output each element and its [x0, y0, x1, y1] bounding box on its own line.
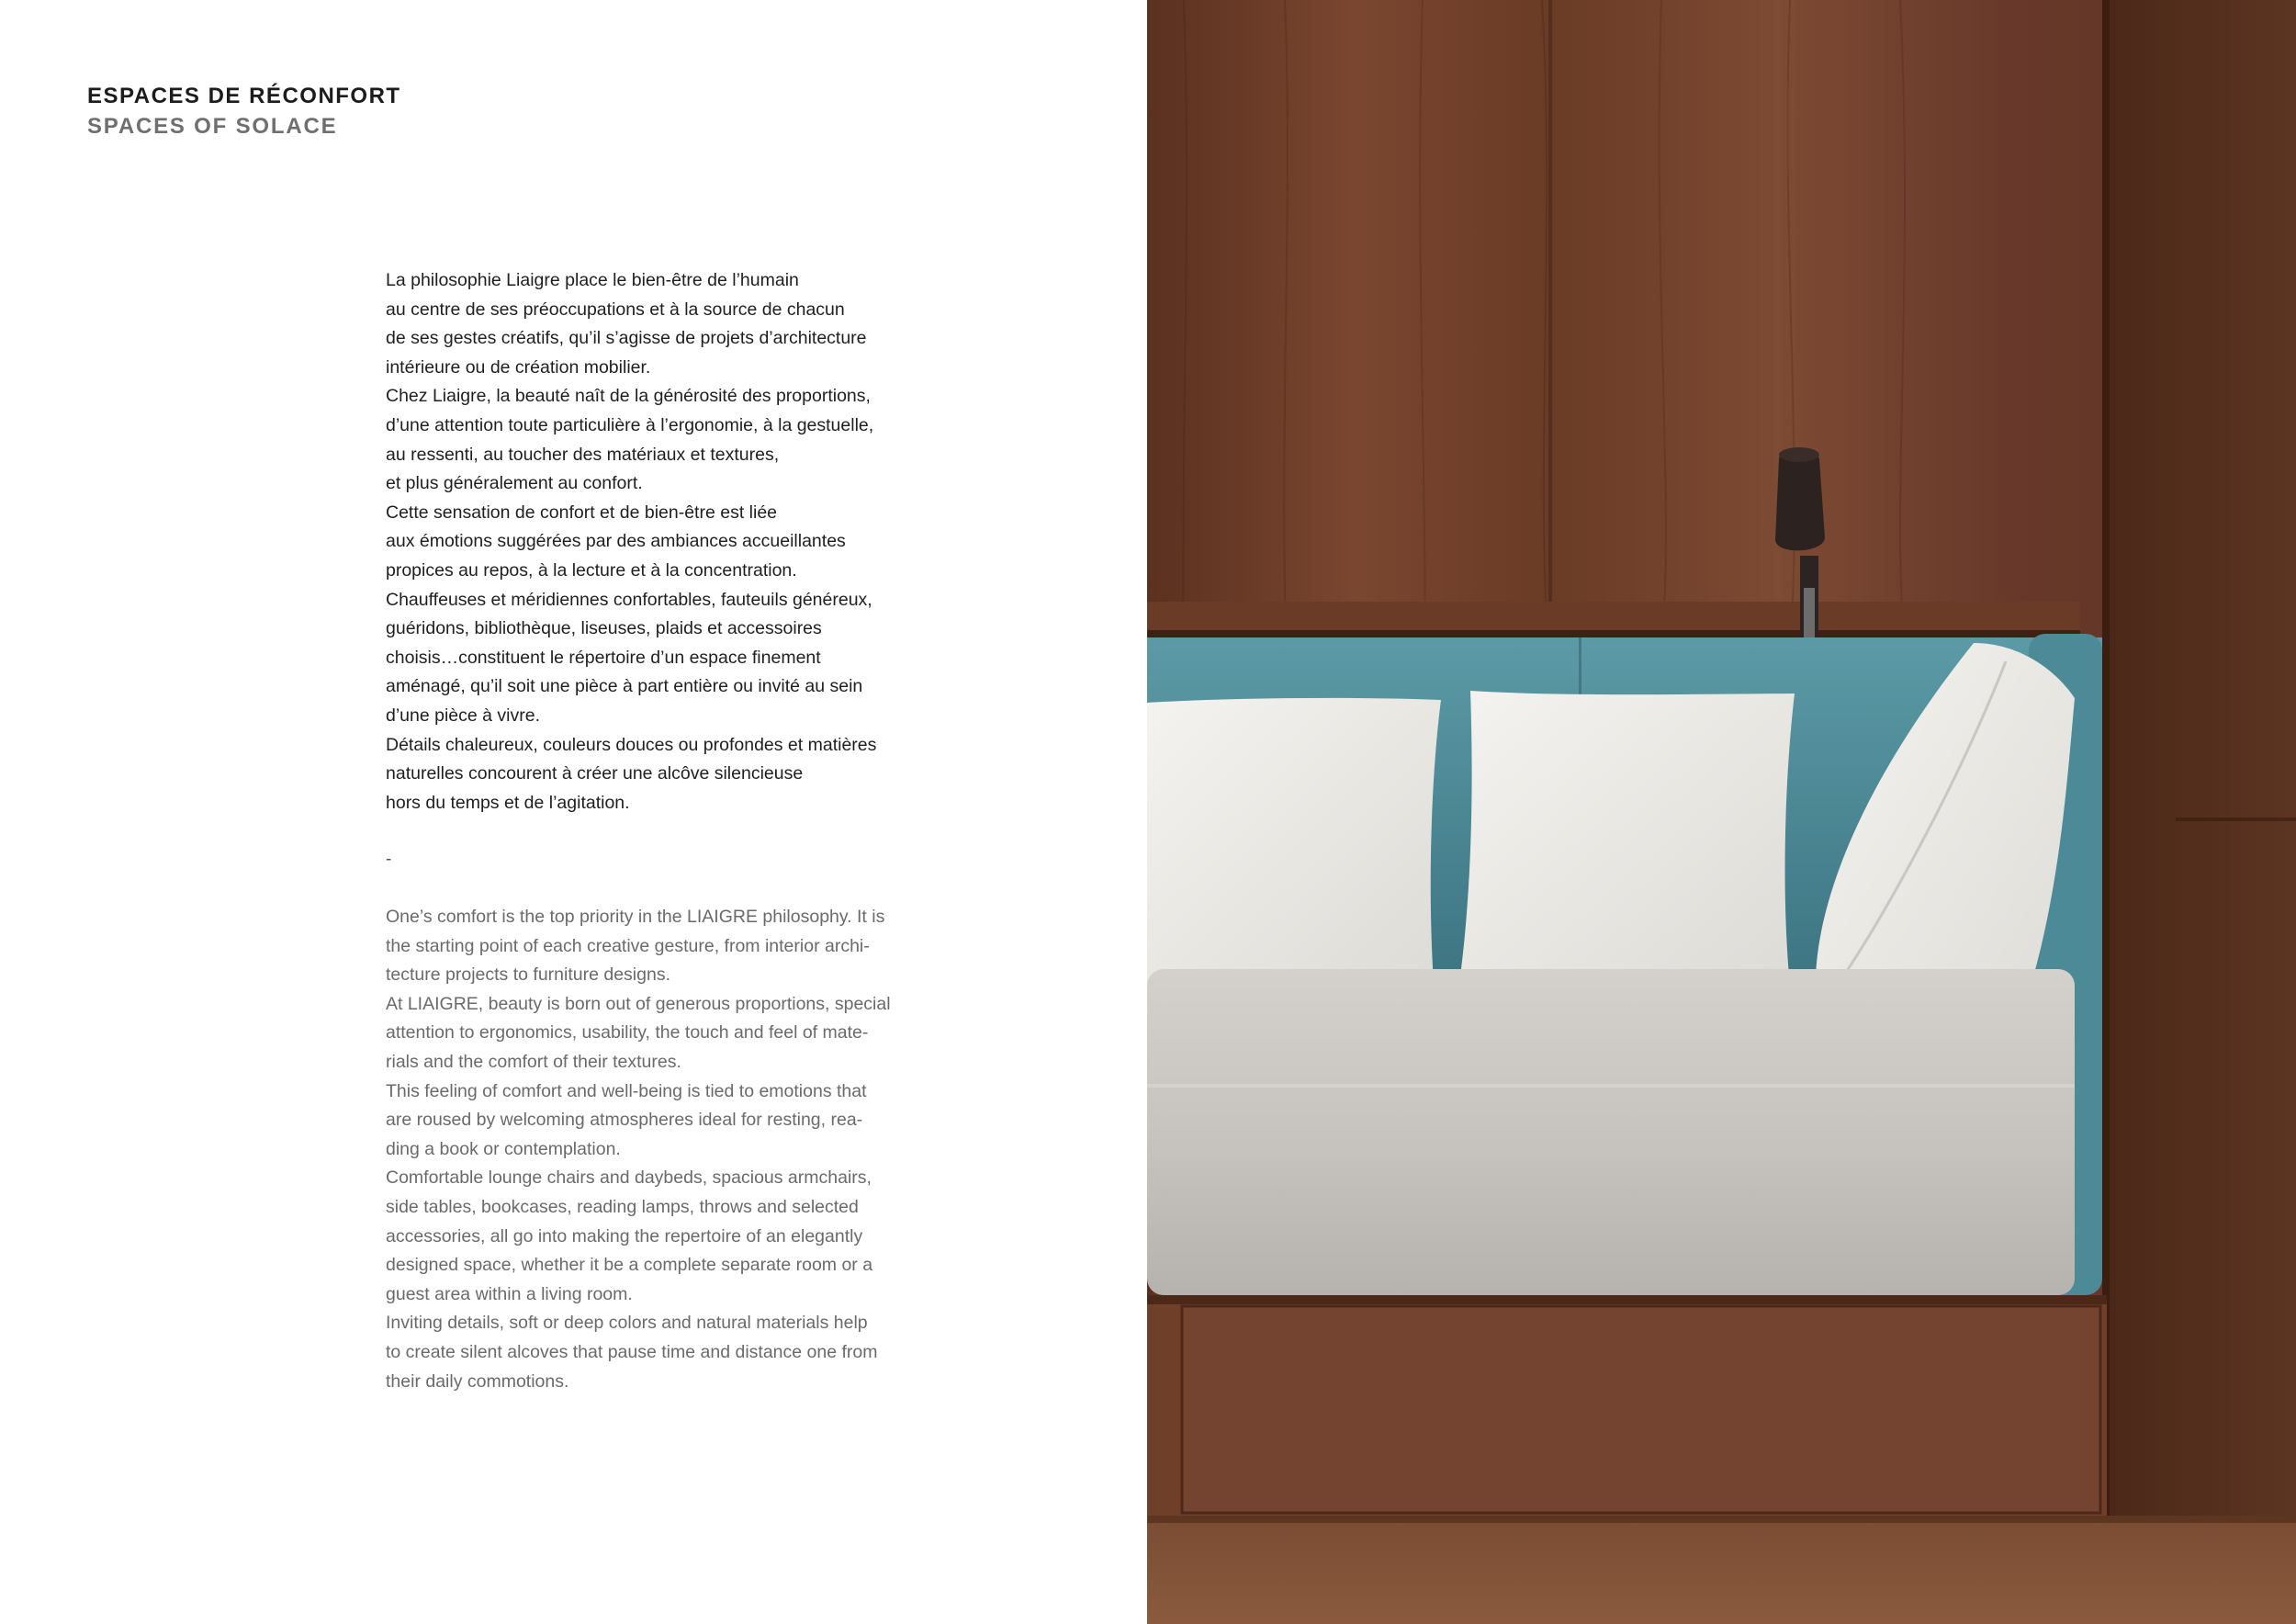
text-line-fr: propices au repos, à la lecture et à la concentration. [386, 559, 797, 581]
base-edge [1147, 1295, 2107, 1304]
text-line-fr: et plus généralement au confort. [386, 473, 643, 494]
text-line-en: tecture projects to furniture designs. [386, 964, 670, 986]
text-line-fr: La philosophie Liaigre place le bien-être de l’humain [386, 270, 799, 290]
text-line-fr: Chauffeuses et méridiennes confortables, fauteuils généreux, [386, 589, 872, 610]
text-line-en: Inviting details, soft or deep colors and natural materials help [386, 1313, 868, 1334]
pillow-center [1459, 691, 1795, 986]
text-line-fr: au centre de ses préoccupations et à la source de chacun [386, 299, 845, 320]
text-line-en: rials and the comfort of their textures. [386, 1051, 681, 1072]
text-line-fr: aux émotions suggérées par des ambiances accueillantes [386, 531, 846, 552]
wood-pilaster [2102, 0, 2296, 1529]
text-line-en: One’s comfort is the top priority in the LIAIGRE philosophy. It is [386, 907, 885, 927]
pillow-left [1147, 698, 1441, 988]
cabinet-seam [2176, 818, 2296, 821]
page-title-fr: ESPACES DE RÉCONFORT [87, 84, 401, 108]
text-line-en: side tables, bookcases, reading lamps, throws and selected [386, 1196, 859, 1217]
interior-photo [1147, 0, 2296, 1624]
language-separator: - [386, 850, 392, 869]
text-line-fr: choisis…constituent le répertoire d’un espace finement [386, 647, 821, 668]
page-title-en: SPACES OF SOLACE [87, 114, 338, 139]
english-text [386, 903, 937, 1396]
text-line-fr: d’une attention toute particulière à l’ergonomie, à la gestuelle, [386, 414, 874, 435]
text-line-en: At LIAIGRE, beauty is born out of generous proportions, special [386, 993, 891, 1014]
text-line-fr: d’une pièce à vivre. [386, 705, 541, 726]
text-line-en: This feeling of comfort and well-being is tied to emotions that [386, 1080, 867, 1101]
text-line-fr: Détails chaleureux, couleurs douces ou profondes et matières [386, 734, 877, 755]
drawer-front [1182, 1306, 2100, 1513]
text-line-fr: hors du temps et de l’agitation. [386, 792, 630, 813]
text-line-en: designed space, whether it be a complete separate room or a [386, 1255, 873, 1276]
seat-cushion [1147, 969, 2075, 1295]
text-line-fr: aménagé, qu’il soit une pièce à part entière ou invité au sein [386, 676, 863, 697]
french-text [386, 266, 937, 818]
text-page [0, 0, 1147, 1624]
text-line-fr: Chez Liaigre, la beauté naît de la générosité des proportions, [386, 386, 871, 407]
text-line-en: Comfortable lounge chairs and daybeds, spacious armchairs, [386, 1167, 872, 1189]
text-line-en: guest area within a living room. [386, 1283, 633, 1304]
text-line-fr: de ses gestes créatifs, qu’il s’agisse de projets d’architecture [386, 328, 867, 349]
text-line-fr: Cette sensation de confort et de bien-être est liée [386, 502, 778, 523]
text-line-fr: intérieure ou de création mobilier. [386, 356, 651, 378]
text-line-en: accessories, all go into making the repertoire of an elegantly [386, 1225, 863, 1246]
text-line-fr: au ressenti, au toucher des matériaux et textures, [386, 444, 780, 465]
text-line-en: their daily commotions. [386, 1370, 569, 1392]
shelf-ledge-edge [1147, 630, 2080, 637]
text-line-en: to create silent alcoves that pause time and distance one from [386, 1341, 878, 1362]
seat-cushion-piping [1147, 1084, 2075, 1088]
text-line-en: ding a book or contemplation. [386, 1138, 621, 1159]
text-line-en: attention to ergonomics, usability, the touch and feel of mate- [386, 1022, 869, 1043]
wood-floor [1147, 1516, 2296, 1624]
text-line-fr: naturelles concourent à créer une alcôve silencieuse [386, 763, 804, 784]
daybed-alcove-illustration [1147, 0, 2296, 1624]
panel-seam [1548, 0, 1552, 602]
text-line-fr: guéridons, bibliothèque, liseuses, plaids et accessoires [386, 618, 822, 639]
text-line-en: are roused by welcoming atmospheres ideal for resting, rea- [386, 1110, 863, 1131]
text-line-en: the starting point of each creative gesture, from interior archi- [386, 935, 870, 956]
floor-shadow [1147, 1516, 2296, 1523]
